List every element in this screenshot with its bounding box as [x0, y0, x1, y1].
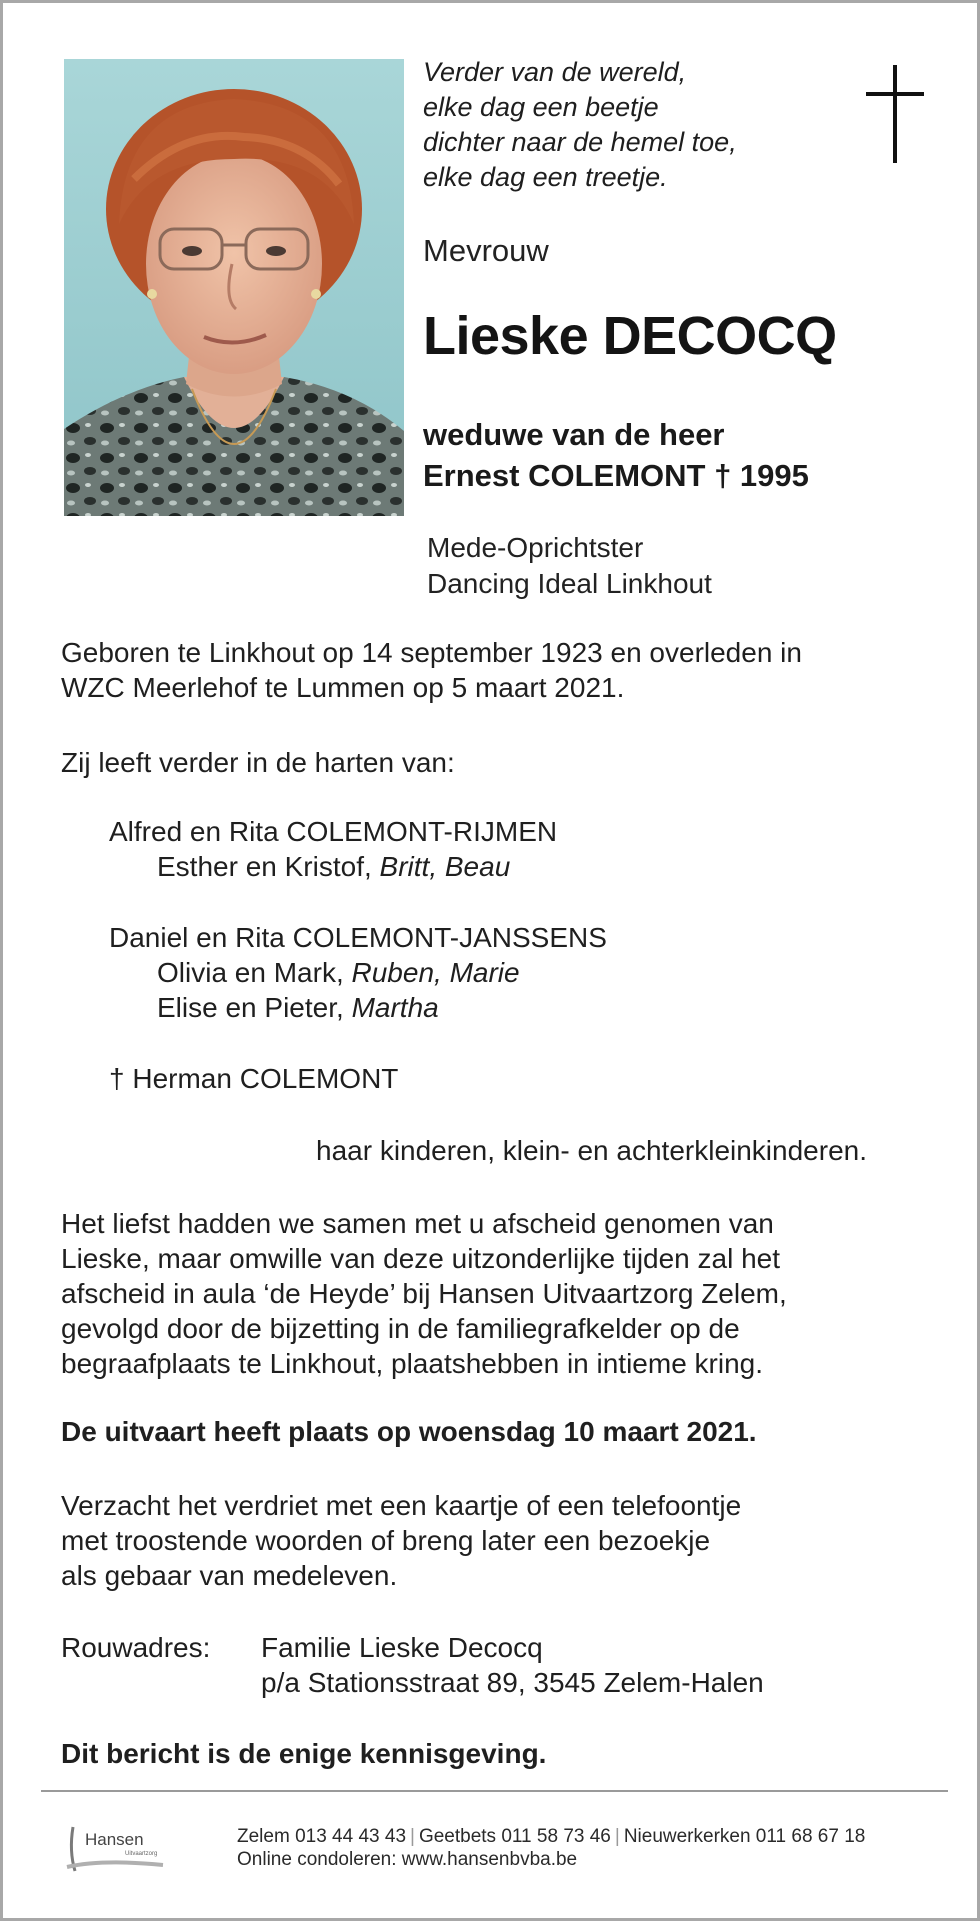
- poem-line: dichter naar de hemel toe,: [423, 127, 737, 157]
- cross-icon: [866, 65, 924, 163]
- phone-geetbets: Geetbets 011 58 73 46: [418, 1826, 611, 1847]
- divider: [41, 1790, 948, 1792]
- poem-line: Verder van de wereld,: [423, 57, 687, 87]
- portrait-photo: [64, 59, 404, 516]
- poem: [423, 55, 737, 195]
- condolence-line: Verzacht het verdriet met een kaartje of een telefoontje: [61, 1490, 742, 1521]
- family-deceased-son: † Herman COLEMONT: [109, 1063, 399, 1094]
- widow-line: weduwe van de heer: [423, 417, 725, 452]
- condolence-line: als gebaar van medeleven.: [61, 1560, 398, 1591]
- farewell-line: gevolgd door de bijzetting in de familiegrafkelder op de: [61, 1313, 740, 1344]
- farewell-line: begraafplaats te Linkhout, plaatshebben in intieme kring.: [61, 1348, 764, 1379]
- phone-nieuwerkerken: Nieuwerkerken 011 68 67 18: [623, 1826, 866, 1847]
- farewell-line: afscheid in aula ‘de Heyde’ bij Hansen Uitvaartzorg Zelem,: [61, 1278, 787, 1309]
- family-child-names: Olivia en Mark,: [157, 957, 352, 988]
- logo-subtitle: Uitvaartzorg: [125, 1851, 158, 1857]
- descendants-line: haar kinderen, klein- en achterkleinkinderen.: [316, 1135, 867, 1166]
- address-line: Familie Lieske Decocq: [261, 1632, 543, 1663]
- poem-line: elke dag een treetje.: [423, 162, 668, 192]
- family-parents: Alfred en Rita COLEMONT-RIJMEN: [109, 816, 558, 847]
- footer-contact: [237, 1825, 865, 1871]
- farewell-paragraph: [61, 1206, 787, 1381]
- family-child: [157, 990, 439, 1025]
- condolence-line: met troostende woorden of breng later een bezoekje: [61, 1525, 711, 1556]
- birth-death-info: [61, 635, 802, 705]
- condolence-paragraph: [61, 1488, 741, 1593]
- footer-phones: Zelem 013 44 43 43 | Geetbets 011 58 73 46 | Nieuwerkerken 011 68 67 18: [237, 1826, 866, 1847]
- farewell-line: Lieske, maar omwille van deze uitzonderlijke tijden zal het: [61, 1243, 781, 1274]
- poem-line: elke dag een beetje: [423, 92, 659, 122]
- widow-line: Ernest COLEMONT † 1995: [423, 458, 809, 493]
- farewell-line: Het liefst hadden we samen met u afscheid genomen van: [61, 1208, 774, 1239]
- family-child-names: Esther en Kristof,: [157, 851, 380, 882]
- lives-on-intro: Zij leeft verder in de harten van:: [61, 747, 455, 778]
- family-parents: Daniel en Rita COLEMONT-JANSSENS: [109, 922, 607, 953]
- sole-notice: Dit bericht is de enige kennisgeving.: [61, 1738, 547, 1769]
- widow-of: [423, 414, 809, 496]
- birth-death-line: Geboren te Linkhout op 14 september 1923 en overleden in: [61, 637, 802, 668]
- address-line: p/a Stationsstraat 89, 3545 Zelem-Halen: [261, 1667, 764, 1698]
- birth-death-line: WZC Meerlehof te Lummen op 5 maart 2021.: [61, 672, 625, 703]
- role-line: Dancing Ideal Linkhout: [427, 568, 712, 599]
- logo-name: Hansen: [85, 1830, 144, 1849]
- funeral-date: De uitvaart heeft plaats op woensdag 10 maart 2021.: [61, 1416, 757, 1447]
- address-label: Rouwadres:: [61, 1632, 211, 1663]
- grandchildren: Ruben, Marie: [351, 957, 520, 988]
- family-child: [157, 955, 520, 990]
- grandchildren: Martha: [351, 992, 439, 1023]
- honorific: Mevrouw: [423, 233, 549, 268]
- hansen-logo: [63, 1821, 203, 1875]
- family-child: [157, 849, 510, 884]
- grandchildren: Britt, Beau: [379, 851, 511, 882]
- family-child-names: Elise en Pieter,: [157, 992, 352, 1023]
- deceased-name: Lieske DECOCQ: [423, 306, 837, 366]
- role-line: Mede-Oprichtster: [427, 532, 644, 563]
- online-condolence: Online condoleren: www.hansenbvba.be: [237, 1849, 578, 1870]
- role: [427, 530, 712, 602]
- address: [261, 1630, 764, 1700]
- phone-zelem: Zelem 013 44 43 43: [237, 1826, 407, 1847]
